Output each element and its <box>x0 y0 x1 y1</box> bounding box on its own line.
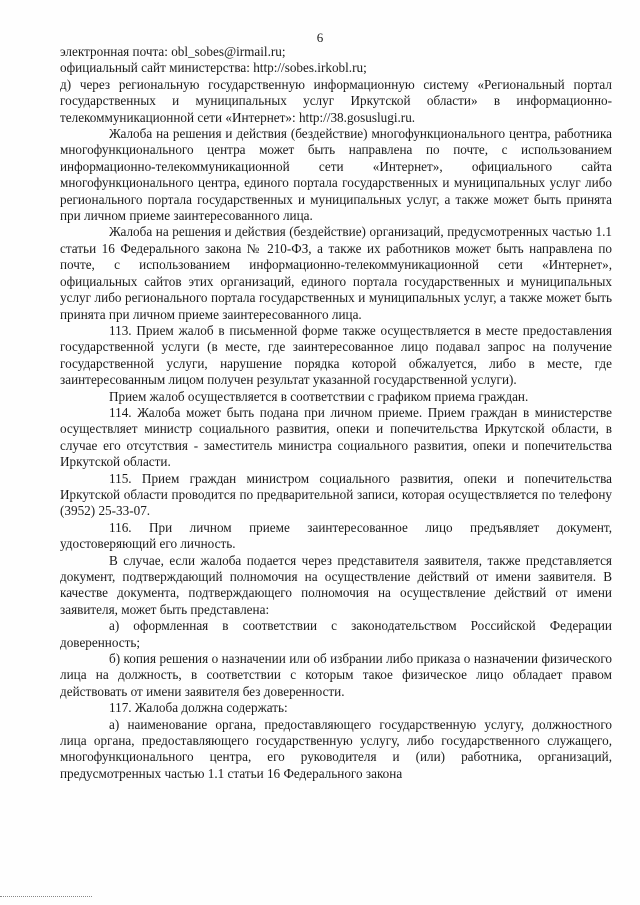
paragraph-representative: В случае, если жалоба подается через представителя заявителя, также представляется документ, подтверждающий полномочия на осуществление действий от имени заявителя. В качестве документа, подтверждающего полномочия на осуществление действий от имени заявителя, может быть представлена: <box>60 552 612 617</box>
paragraph-mfc-complaint: Жалоба на решения и действия (бездействие) многофункционального центра, работника многофункционального центра может быть направлена по почте, с использованием информационно-телекоммуникационной сети «Интернет», официального сайта многофункционального центра, единого портала государственных и муниципальных услуг либо регионального портала государственных и муниципальных услуг, а также может быть принята при личном приеме заинтересованного лица. <box>60 126 612 224</box>
paragraph-regional-portal: д) через региональную государственную информационную систему «Региональный портал государственных и муниципальных услуг Иркутской области» в информационно-телекоммуникационной сети «Интернет»: http://38.gosuslugi.ru. <box>60 76 612 125</box>
paragraph-item-a-power-of-attorney: а) оформленная в соответствии с законодательством Российской Федерации доверенность; <box>60 618 612 650</box>
paragraph-website: официальный сайт министерства: http://sobes.irkobl.ru; <box>60 60 367 76</box>
footer-divider <box>0 896 92 897</box>
paragraph-schedule: Прием жалоб осуществляется в соответствии с графиком приема граждан. <box>109 388 529 404</box>
document-body <box>60 44 612 782</box>
paragraph-117-item-a: а) наименование органа, предоставляющего государственную услугу, должностного лица органа, предоставляющего государственную услугу, либо государственного служащего, многофункционального центра, его руководителя и (или) работника, организаций, предусмотренных частью 1.1 статьи 16 Федерального закона <box>60 716 612 781</box>
page-number: 6 <box>316 30 324 45</box>
paragraph-116: 116. При личном приеме заинтересованное лицо предъявляет документ, удостоверяющий его личность. <box>60 519 612 552</box>
paragraph-item-b-appointment: б) копия решения о назначении или об избрании либо приказа о назначении физического лица на должность, в соответствии с которым такое физическое лицо обладает правом действовать от имени заявителя без доверенности. <box>60 651 612 699</box>
paragraph-email: электронная почта: obl_sobes@irmail.ru; <box>60 44 286 59</box>
paragraph-113: 113. Прием жалоб в письменной форме также осуществляется в месте предоставления государственной услуги (в месте, где заинтересованное лицо подавал запрос на получение государственной услуги, нарушение порядка которой обжалуется, либо в месте, где заинтересованным лицом получен результат указанной государственной услуги). <box>60 322 612 388</box>
paragraph-117: 117. Жалоба должна содержать: <box>109 700 288 716</box>
paragraph-organizations-complaint: Жалоба на решения и действия (бездействие) организаций, предусмотренных частью 1.1 статьи 16 Федерального закона № 210-ФЗ, а также их работников может быть направлена по почте, с использованием информационно-телекоммуникационной сети «Интернет», официальных сайтов этих организаций, единого портала государственных и муниципальных услуг либо регионального портала государственных и муниципальных услуг, а также может быть принята при личном приеме заинтересованного лица. <box>60 224 612 322</box>
paragraph-115: 115. Прием граждан министром социального развития, опеки и попечительства Иркутской области проводится по предварительной записи, которая осуществляется по телефону (3952) 25-33-07. <box>60 470 612 519</box>
paragraph-114: 114. Жалоба может быть подана при личном приеме. Прием граждан в министерстве осуществляет министр социального развития, опеки и попечительства Иркутской области, в случае его отсутствия - заместитель министра социального развития, опеки и попечительства Иркутской области. <box>60 404 612 470</box>
